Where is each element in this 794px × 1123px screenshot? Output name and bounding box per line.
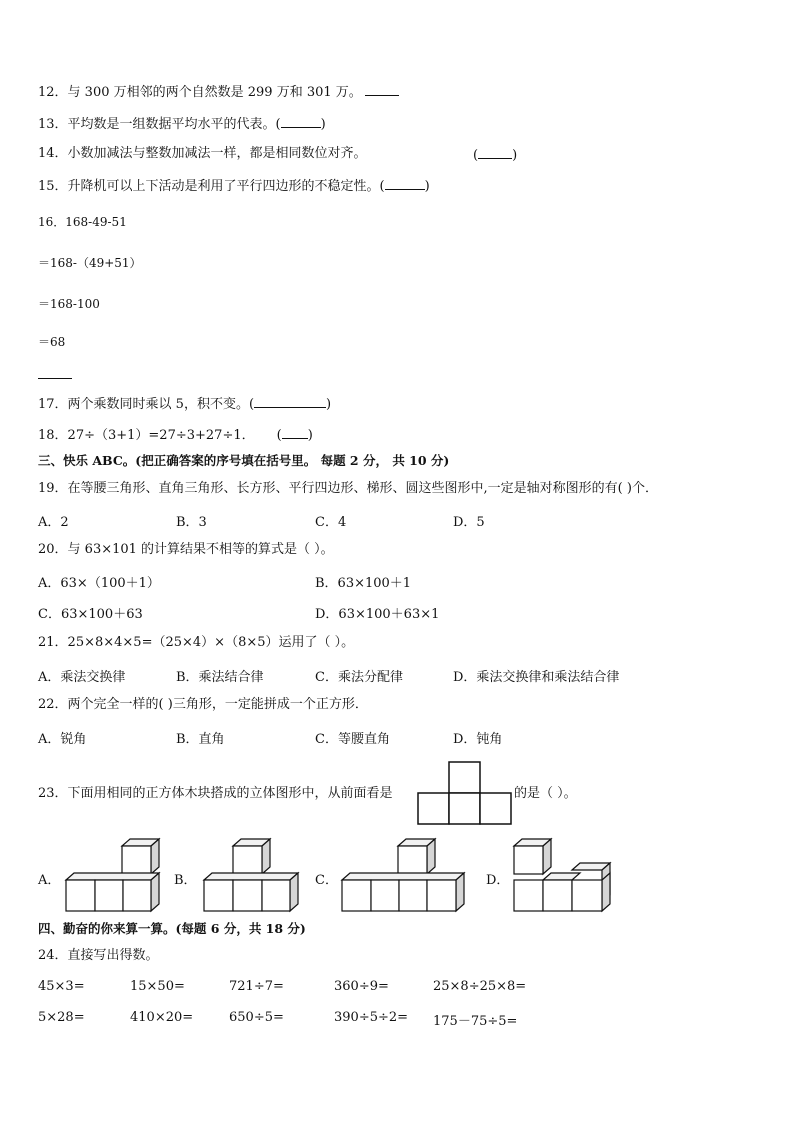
q20-option-d[interactable]: D．63×100＋63×1 — [315, 607, 440, 622]
answer-blank[interactable] — [282, 426, 308, 439]
question-16-line-2: ＝168-（49+51） — [38, 256, 142, 270]
question-12: 12．与 300 万相邻的两个自然数是 299 万和 301 万。 — [38, 83, 399, 101]
question-18: 18．27÷（3+1）=27÷3+27÷1． ( ) — [38, 428, 313, 443]
question-13: 13．平均数是一组数据平均水平的代表。( ) — [38, 117, 326, 132]
question-22: 22．两个完全一样的( )三角形，一定能拼成一个正方形． — [38, 697, 368, 712]
q20-option-b[interactable]: B．63×100＋1 — [315, 576, 412, 591]
q21-option-a[interactable]: A．乘法交换律 — [38, 670, 126, 685]
question-23-end: 的是（ ）。 — [514, 786, 577, 801]
question-16-line-1: 16．168-49-51 — [38, 215, 127, 229]
q23-option-c[interactable]: C． — [315, 873, 338, 888]
q19-option-d[interactable]: D．5 — [453, 515, 485, 530]
calc-item: 650÷5= — [229, 1010, 284, 1025]
question-24: 24．直接写出得数。 — [38, 948, 159, 963]
question-23: 23．下面用相同的正方体木块搭成的立体图形中，从前面看是 — [38, 786, 393, 801]
q23-option-c-cubes — [340, 837, 470, 917]
calc-item: 15×50= — [130, 979, 185, 994]
calc-item: 390÷5÷2= — [334, 1010, 409, 1025]
section-3-title: 三、快乐 ABC。(把正确答案的序号填在括号里。 每题 2 分， 共 10 分) — [38, 453, 450, 468]
q21-option-c[interactable]: C．乘法分配律 — [315, 670, 403, 685]
q19-option-b[interactable]: B．3 — [176, 515, 207, 530]
answer-blank[interactable] — [478, 146, 512, 159]
question-14: 14．小数加减法与整数加减法一样，都是相同数位对齐。 — [38, 146, 367, 161]
q23-option-b[interactable]: B． — [174, 873, 197, 888]
q23-option-b-cubes — [202, 837, 312, 917]
calc-item: 175－75÷5= — [433, 1014, 518, 1029]
calc-item: 721÷7= — [229, 979, 284, 994]
q21-option-b[interactable]: B．乘法结合律 — [176, 670, 264, 685]
question-14-answer: ( ) — [473, 148, 518, 163]
q23-option-d[interactable]: D． — [486, 873, 510, 888]
section-4-title: 四、勤奋的你来算一算。(每题 6 分，共 18 分) — [38, 921, 306, 936]
answer-blank[interactable] — [385, 177, 425, 190]
question-15: 15．升降机可以上下活动是利用了平行四边形的不稳定性。( ) — [38, 179, 430, 194]
calc-item: 410×20= — [130, 1010, 194, 1025]
q19-option-c[interactable]: C．4 — [315, 515, 347, 530]
q20-option-a[interactable]: A．63×（100＋1） — [38, 576, 160, 591]
calc-item: 5×28= — [38, 1010, 85, 1025]
answer-blank[interactable] — [281, 115, 321, 128]
question-16-line-3: ＝168-100 — [38, 297, 100, 311]
q22-option-a[interactable]: A．锐角 — [38, 732, 87, 747]
q21-option-d[interactable]: D．乘法交换律和乘法结合律 — [453, 670, 620, 685]
q22-option-c[interactable]: C．等腰直角 — [315, 732, 390, 747]
q20-option-c[interactable]: C．63×100＋63 — [38, 607, 143, 622]
q23-option-a-cubes — [64, 837, 174, 917]
q19-option-a[interactable]: A．2 — [38, 515, 69, 530]
question-21: 21．25×8×4×5=（25×4）×（8×5）运用了（ ）。 — [38, 635, 355, 650]
q23-option-d-cubes — [512, 837, 622, 917]
calc-item: 45×3= — [38, 979, 85, 994]
q22-option-d[interactable]: D．钝角 — [453, 732, 503, 747]
answer-blank[interactable] — [254, 395, 326, 408]
q23-option-a[interactable]: A． — [38, 873, 61, 888]
calc-item: 360÷9= — [334, 979, 389, 994]
question-19: 19．在等腰三角形、直角三角形、长方形、平行四边形、梯形、圆这些图形中,一定是轴对称图形的有( )个． — [38, 481, 658, 496]
question-16-line-4: ＝68 — [38, 335, 66, 349]
front-view-figure — [417, 761, 513, 825]
question-16-answer-blank[interactable] — [38, 378, 72, 379]
question-20: 20．与 63×101 的计算结果不相等的算式是（ ）。 — [38, 542, 334, 557]
q22-option-b[interactable]: B．直角 — [176, 732, 225, 747]
question-17: 17．两个乘数同时乘以 5，积不变。( ) — [38, 397, 332, 412]
calc-item: 25×8÷25×8= — [433, 979, 527, 994]
answer-blank[interactable] — [365, 83, 399, 96]
